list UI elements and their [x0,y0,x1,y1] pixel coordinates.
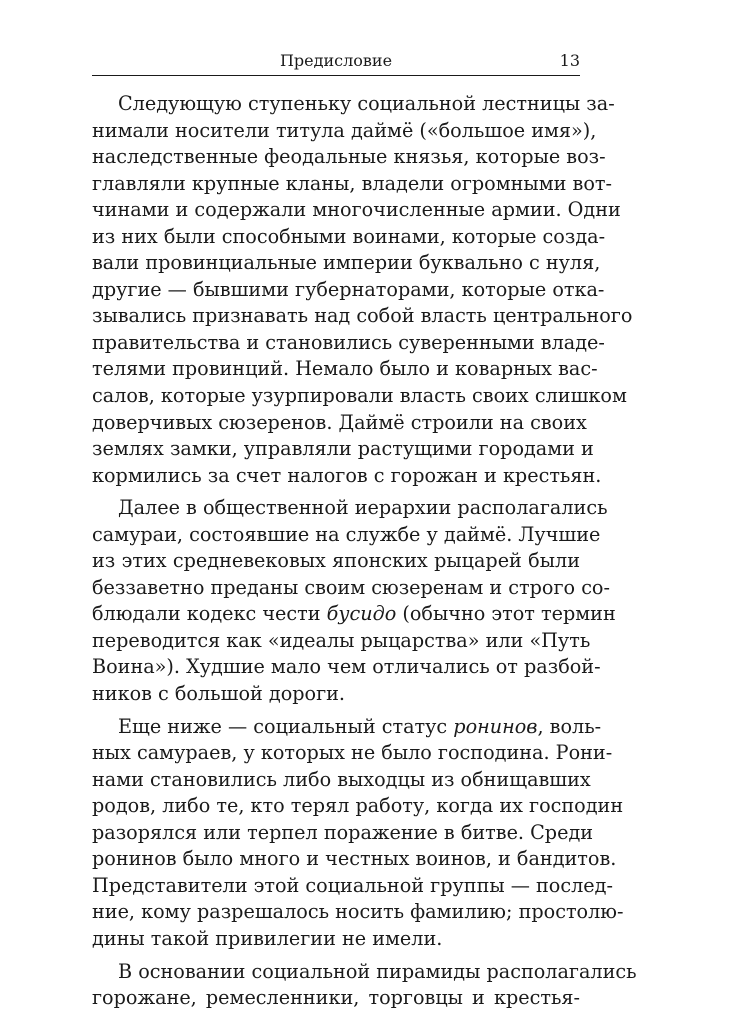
text-line: другие — бывшими губернаторами, которые отка- [92,277,605,301]
text-line: из этих средневековых японских рыцарей были [92,549,580,573]
text-line: самураи, состоявшие на службе у даймё. Лучшие [92,522,601,546]
text-line: зывались признавать над собой власть центрального [92,304,633,328]
text-line: Представители этой социальной группы — послед- [92,873,613,897]
header-rule [92,75,580,76]
text-line: нами становились либо выходцы из обнищавших [92,767,591,791]
text-line: В основании социальной пирамиды располагались [118,959,637,983]
text-line: переводится как «идеалы рыцарства» или «Путь [92,628,591,652]
paragraph [92,959,637,1012]
text-line: Воина»). Худшие мало чем отличались от разбой- [92,655,601,679]
text-line: ников с большой дороги. [92,682,346,706]
text-line: Далее в общественной иерархии располагались [118,496,608,520]
text-line: вали провинциальные империи буквально с нуля, [92,251,601,275]
text-line: правительства и становились суверенными владе- [92,330,605,354]
text-line: телями провинций. Немало было и коварных вас- [92,357,598,381]
text-run: (обычно этот термин [396,602,616,626]
text-run: , воль- [537,714,602,738]
text-line: беззаветно преданы своим сюзеренам и строго со- [92,575,610,599]
text-line [92,601,616,628]
text-line: чинами и содержали многочисленные армии. Одни [92,198,621,222]
text-line: родов, либо те, кто терял работу, когда их господин [92,794,624,818]
paragraph [92,714,624,953]
text-line: Следующую ступеньку социальной лестницы за- [118,92,615,115]
text-line: ных самураев, у которых не было господина. Рони- [92,741,613,765]
text-line: разорялся или терпел поражение в битве. Среди [92,820,594,844]
text-line: главляли крупные кланы, владели огромными вот- [92,171,612,195]
paragraph [92,91,633,489]
running-head [92,50,580,72]
text-line: землях замки, управляли растущими городами и [92,437,594,461]
text-line: из них были способными воинами, которые созда- [92,224,606,248]
text-line: наследственные феодальные князья, которые воз- [92,145,606,169]
text-line: дины такой привилегии не имели. [92,926,443,950]
text-line: нимали носители титула даймё («большое имя»), [92,118,597,142]
text-line: доверчивых сюзеренов. Даймё строили на своих [92,410,587,434]
italic-term: бусидо [326,602,397,626]
text-line: кормились за счет налогов с горожан и крестьян. [92,463,602,487]
page-number: 13 [559,51,580,70]
text-line: горожане, ремесленники, торговцы и крестья- [92,986,580,1010]
text-line: ронинов было много и честных воинов, и бандитов. [92,847,617,871]
text-line: салов, которые узурпировали власть своих слишком [92,384,627,408]
text-line: ние, кому разрешалось носить фамилию; простолю- [92,900,624,924]
text-run: блюдали кодекс чести [92,602,327,626]
body-text [92,91,637,1012]
paragraph [92,495,616,707]
text-run: Еще ниже — социальный статус [118,714,454,738]
text-line [92,714,602,741]
italic-term: ронинов [453,714,538,738]
section-title: Предисловие [279,51,393,70]
